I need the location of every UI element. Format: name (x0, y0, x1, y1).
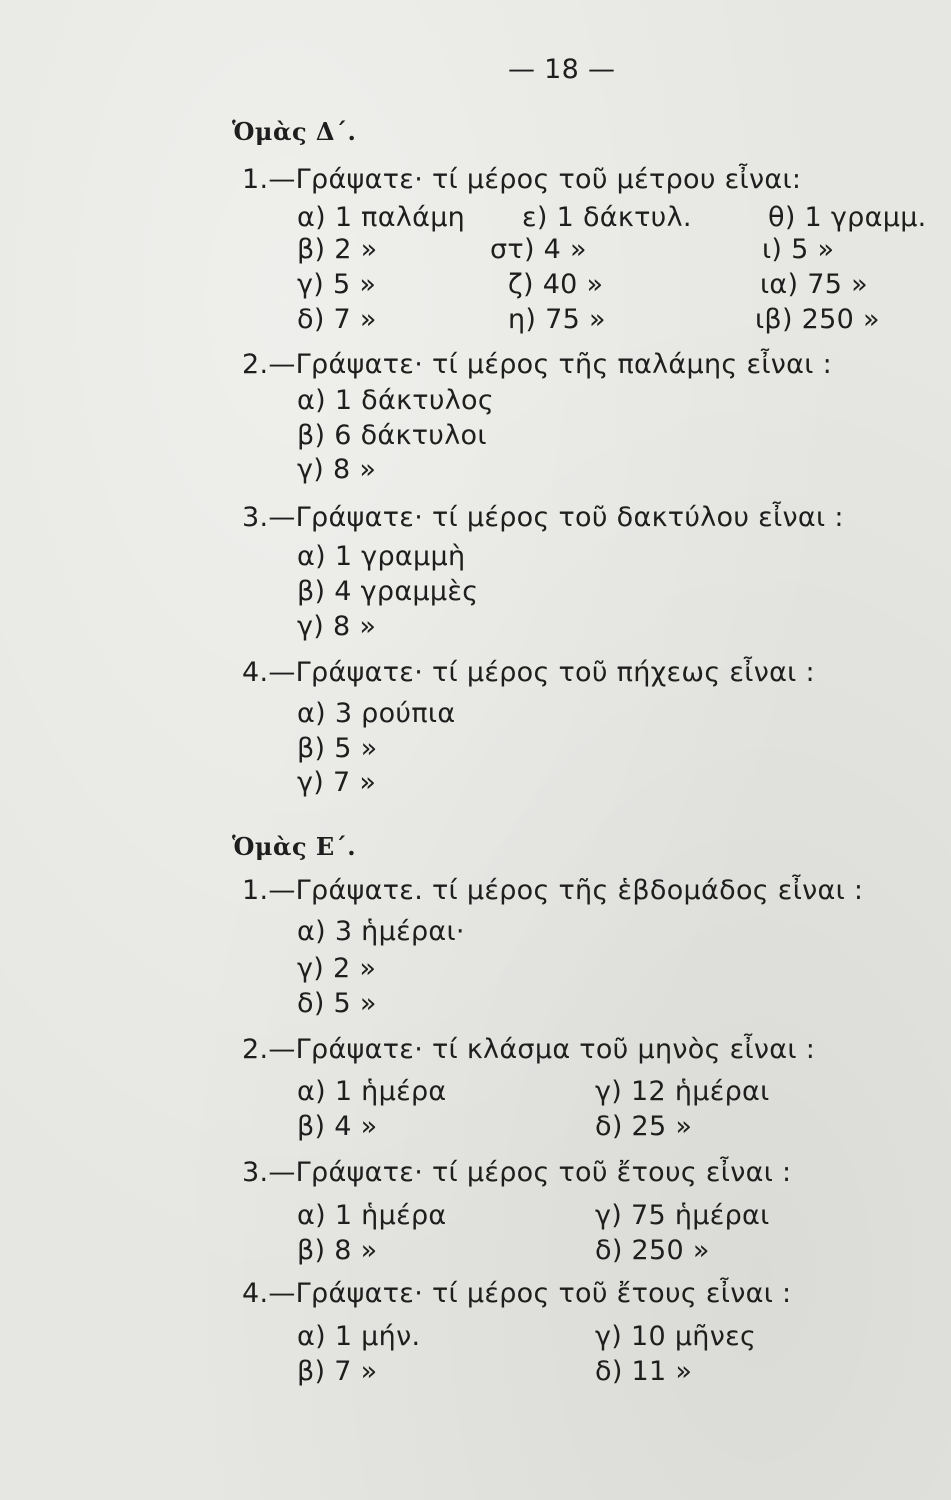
answer-item: β) 5 » (297, 733, 378, 764)
answer-item: δ) 25 » (595, 1111, 693, 1142)
answer-item: β) 7 » (297, 1356, 378, 1387)
answer-item: β) 4 » (297, 1111, 378, 1142)
answer-item: θ) 1 γραμμ. (768, 202, 927, 233)
answer-item: β) 2 » (297, 234, 378, 265)
answer-item: γ) 8 » (297, 611, 377, 642)
answer-item: γ) 5 » (297, 269, 377, 300)
answer-item: α) 3 ρούπια (297, 698, 456, 729)
answer-item: δ) 250 » (595, 1235, 710, 1266)
exercise-prompt: 3.—Γράψατε· τί μέρος τοῦ δακτύλου εἶναι : (242, 502, 844, 533)
answer-item: α) 1 μήν. (297, 1321, 421, 1352)
answer-item: α) 3 ἡμέραι· (297, 916, 465, 947)
group-heading-epsilon: Ὁμὰς Ε΄. (232, 832, 357, 861)
group-heading-delta: Ὁμὰς Δ΄. (232, 117, 357, 146)
answer-item: ζ) 40 » (508, 269, 604, 300)
answer-item: β) 8 » (297, 1235, 378, 1266)
answer-item: γ) 7 » (297, 767, 377, 798)
answer-item: γ) 10 μῆνες (595, 1321, 757, 1352)
answer-item: ι) 5 » (762, 234, 835, 265)
exercise-prompt: 1.—Γράψατε· τί μέρος τοῦ μέτρου εἶναι: (242, 164, 802, 195)
answer-item: δ) 5 » (297, 988, 377, 1019)
exercise-prompt: 4.—Γράψατε· τί μέρος τοῦ πήχεως εἶναι : (242, 657, 815, 688)
answer-item: α) 1 ἡμέρα (297, 1076, 447, 1107)
exercise-prompt: 2.—Γράψατε· τί κλάσμα τοῦ μηνὸς εἶναι : (242, 1034, 816, 1065)
answer-item: ιβ) 250 » (755, 304, 880, 335)
answer-item: γ) 12 ἡμέραι (595, 1076, 770, 1107)
exercise-prompt: 3.—Γράψατε· τί μέρος τοῦ ἔτους εἶναι : (242, 1157, 792, 1188)
exercise-prompt: 2.—Γράψατε· τί μέρος τῆς παλάμης εἶναι : (242, 349, 832, 380)
answer-item: δ) 7 » (297, 304, 377, 335)
answer-item: στ) 4 » (490, 234, 587, 265)
answer-item: α) 1 δάκτυλος (297, 385, 495, 416)
exercise-prompt: 1.—Γράψατε. τί μέρος τῆς ἑβδομάδος εἶναι : (242, 875, 864, 906)
answer-item: α) 1 παλάμη (297, 202, 466, 233)
answer-item: α) 1 ἡμέρα (297, 1200, 447, 1231)
answer-item: γ) 8 » (297, 454, 377, 485)
page-number: — 18 — (508, 54, 616, 85)
exercise-prompt: 4.—Γράψατε· τί μέρος τοῦ ἔτους εἶναι : (242, 1278, 792, 1309)
answer-item: β) 6 δάκτυλοι (297, 420, 487, 451)
answer-item: ε) 1 δάκτυλ. (522, 202, 692, 233)
answer-item: β) 4 γραμμὲς (297, 576, 479, 607)
answer-item: ια) 75 » (760, 269, 868, 300)
answer-item: α) 1 γραμμὴ (297, 541, 466, 572)
answer-item: γ) 75 ἡμέραι (595, 1200, 770, 1231)
answer-item: η) 75 » (508, 304, 606, 335)
answer-item: γ) 2 » (297, 953, 377, 984)
answer-item: δ) 11 » (595, 1356, 693, 1387)
